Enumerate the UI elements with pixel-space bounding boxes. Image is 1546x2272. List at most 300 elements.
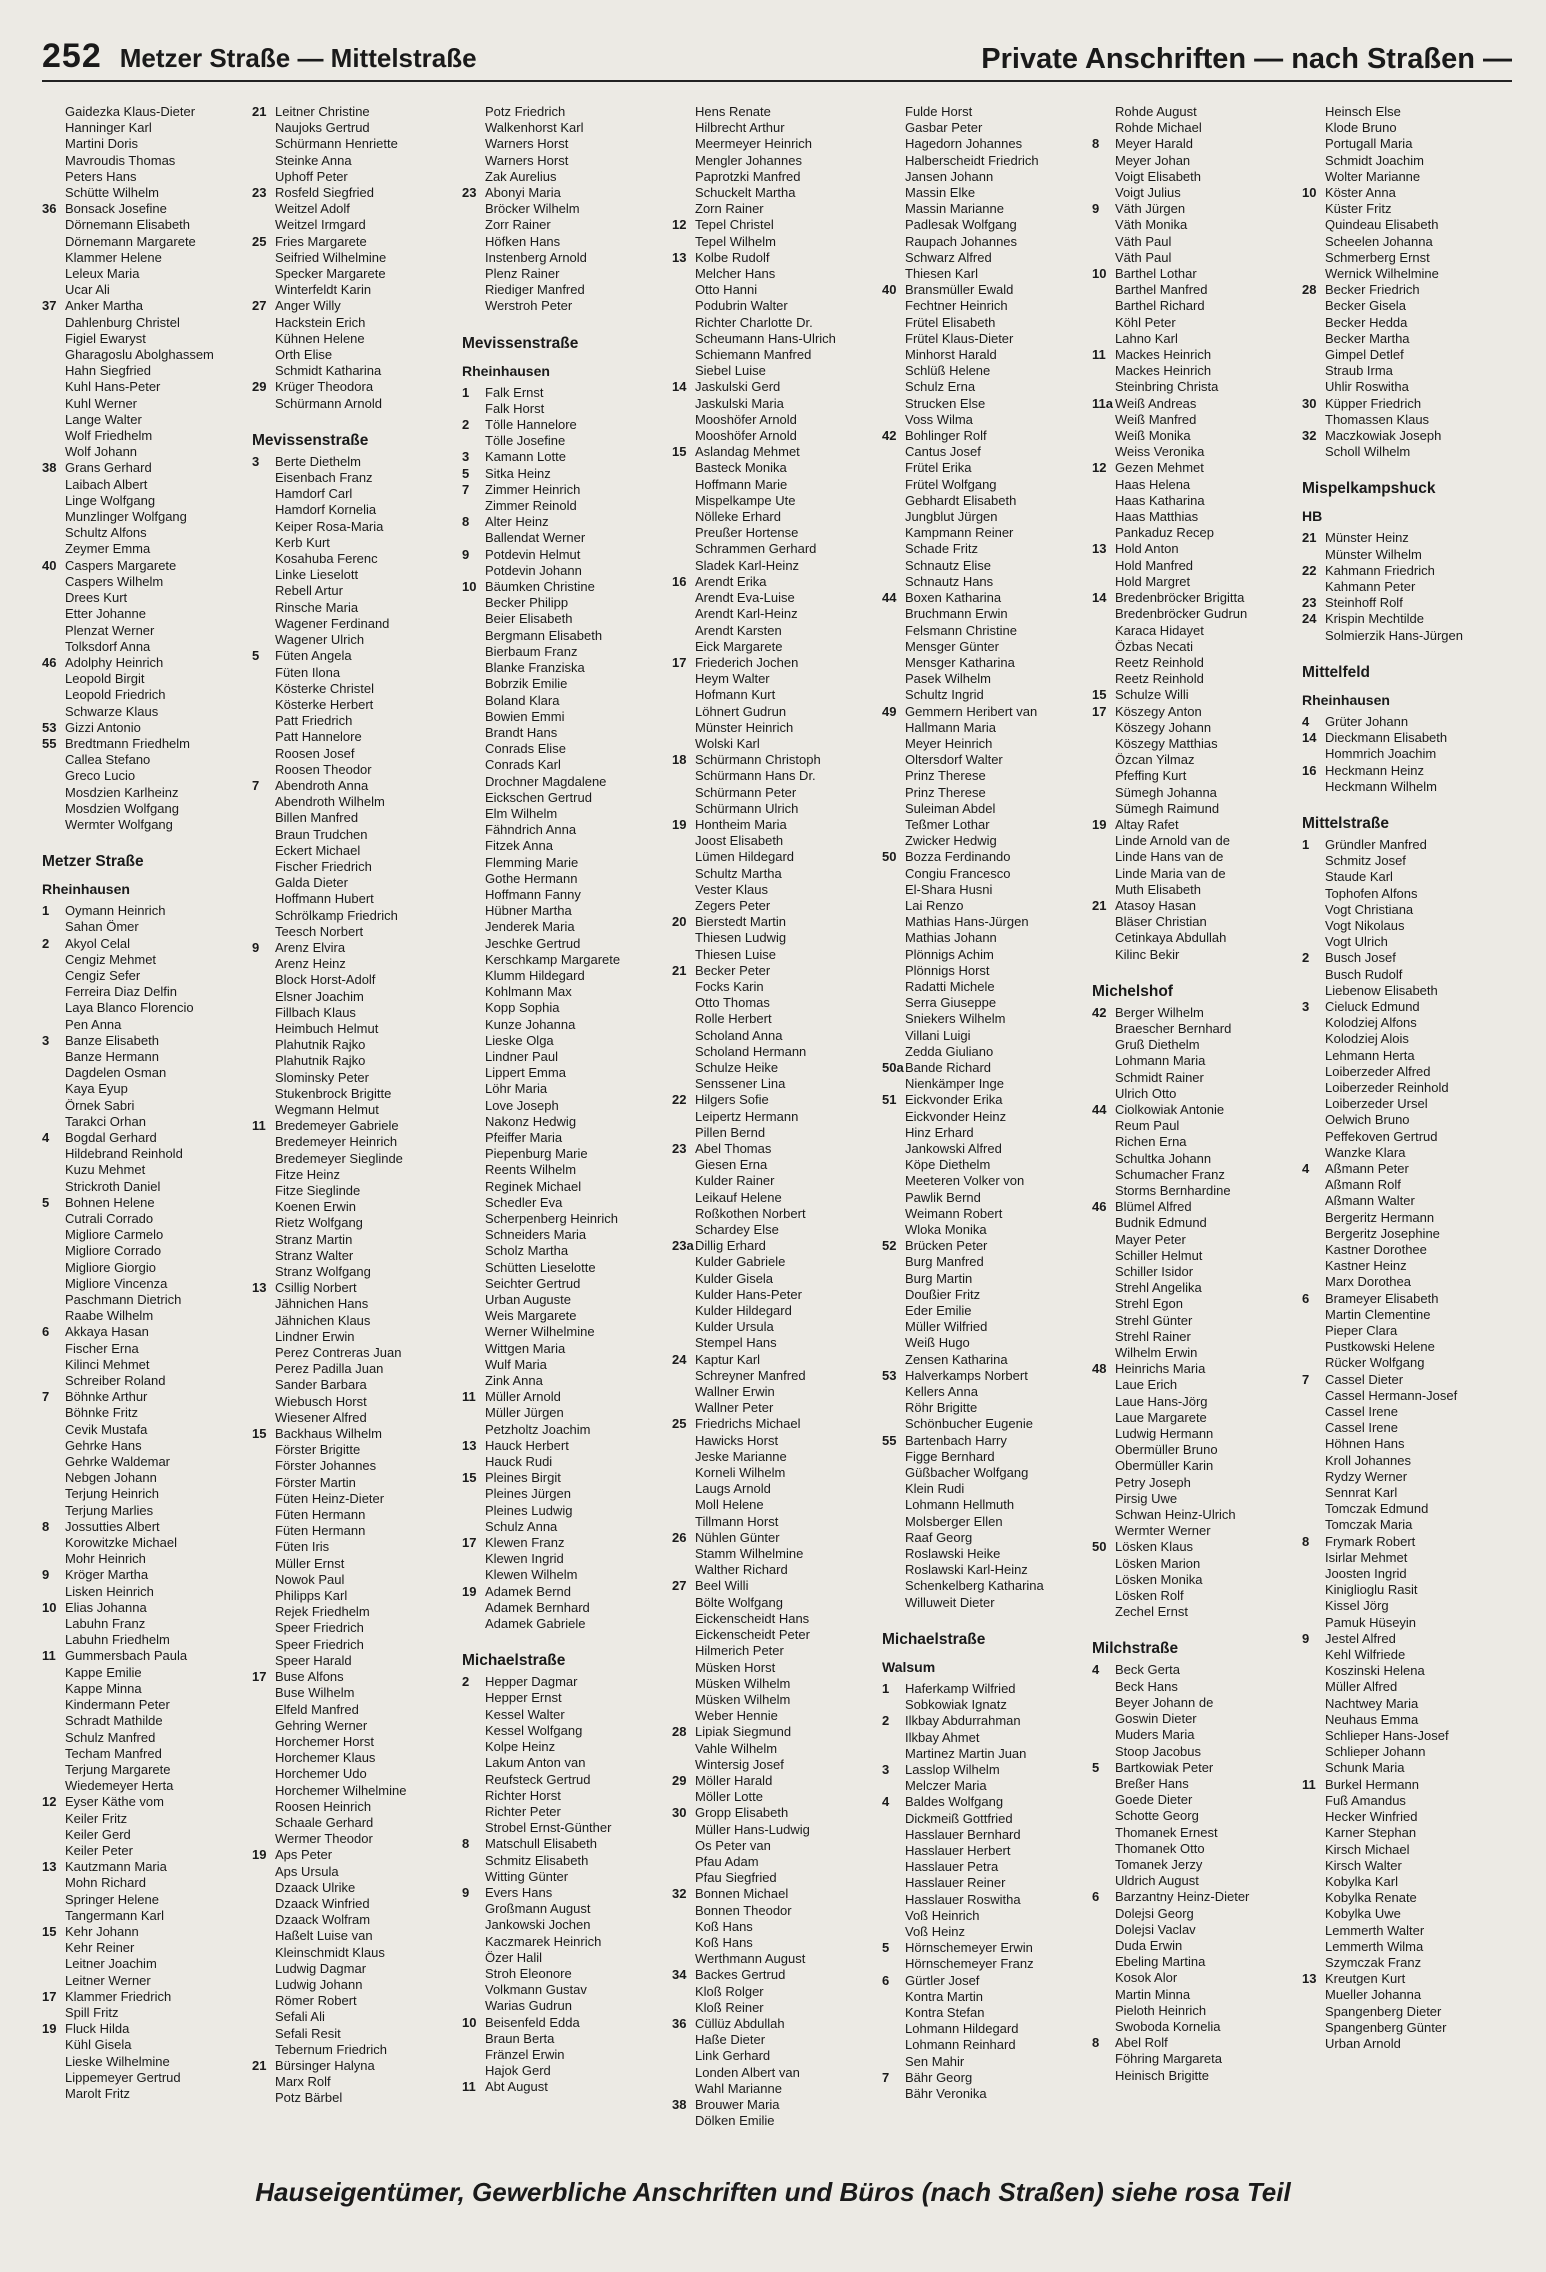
resident-entry: [1092, 1248, 1296, 1264]
resident-name: Kuhl Werner: [65, 395, 138, 411]
resident-name: Richter Charlotte Dr.: [695, 314, 813, 330]
resident-name: Hecker Winfried: [1325, 1809, 1418, 1825]
resident-entry: [882, 849, 1086, 865]
resident-name: Elm Wilhelm: [485, 805, 558, 821]
resident-name: Abel Rolf: [1115, 2035, 1168, 2051]
resident-name: Özcan Yilmaz: [1115, 752, 1195, 768]
resident-entry: [1302, 1258, 1506, 1274]
resident-entry: [672, 379, 876, 395]
resident-name: Urban Auguste: [485, 1292, 572, 1308]
resident-entry: [42, 1081, 246, 1097]
house-number: 23: [1302, 595, 1317, 611]
resident-entry: [882, 1319, 1086, 1335]
resident-name: Lösken Rolf: [1115, 1588, 1184, 1604]
resident-entry: [1092, 914, 1296, 930]
resident-entry: [882, 525, 1086, 541]
resident-entry: [252, 1750, 456, 1766]
resident-name: Dolejsi Georg: [1115, 1905, 1194, 1921]
house-number: 44: [1092, 1101, 1107, 1117]
resident-name: Tomanek Jerzy: [1115, 1856, 1203, 1872]
resident-name: Raupach Johannes: [905, 233, 1018, 249]
resident-entry: [252, 810, 456, 826]
resident-entry: [672, 866, 876, 882]
resident-name: Nowok Paul: [275, 1571, 345, 1587]
resident-name: Dieckmann Elisabeth: [1325, 730, 1448, 746]
resident-name: Kahmann Friedrich: [1325, 562, 1435, 578]
resident-entry: [252, 347, 456, 363]
resident-name: Koenen Erwin: [275, 1199, 356, 1215]
resident-name: Schnautz Elise: [905, 557, 991, 573]
resident-entry: [42, 1373, 246, 1389]
resident-name: Schürmann Arnold: [275, 395, 382, 411]
resident-name: Lai Renzo: [905, 897, 964, 913]
resident-entry: [1302, 201, 1506, 217]
page-number: 252: [42, 37, 102, 75]
resident-name: Migliore Carmelo: [65, 1227, 164, 1243]
resident-name: Kahmann Peter: [1325, 579, 1416, 595]
resident-name: Köhl Peter: [1115, 314, 1176, 330]
resident-entry: [42, 250, 246, 266]
house-number: 10: [1302, 185, 1317, 201]
resident-name: Schürmann Hans Dr.: [695, 768, 816, 784]
resident-entry: [882, 1956, 1086, 1972]
resident-entry: [252, 1345, 456, 1361]
resident-entry: [882, 1681, 1086, 1697]
resident-name: Laue Erich: [1115, 1377, 1178, 1393]
resident-entry: [672, 2048, 876, 2064]
resident-entry: [1092, 1695, 1296, 1711]
resident-name: Rinsche Maria: [275, 599, 359, 615]
resident-entry: [672, 1173, 876, 1189]
resident-entry: [252, 681, 456, 697]
resident-name: Specker Margarete: [275, 266, 386, 282]
resident-entry: [462, 1324, 666, 1340]
resident-name: Hofmann Kurt: [695, 687, 776, 703]
resident-name: Korneli Wilhelm: [695, 1465, 786, 1481]
resident-entry: [42, 2037, 246, 2053]
resident-entry: [882, 2005, 1086, 2021]
resident-entry: [252, 1264, 456, 1280]
resident-entry: [462, 1470, 666, 1486]
resident-name: Uhlir Roswitha: [1325, 379, 1409, 395]
resident-name: Schradt Mathilde: [65, 1713, 163, 1729]
resident-entry: [882, 250, 1086, 266]
resident-name: Speer Friedrich: [275, 1636, 364, 1652]
resident-name: Wulf Maria: [485, 1356, 547, 1372]
resident-entry: [1302, 746, 1506, 762]
resident-entry: [882, 1578, 1086, 1594]
resident-name: Ilkbay Ahmet: [905, 1729, 980, 1745]
house-number: 40: [882, 282, 897, 298]
resident-name: Schulz Erna: [905, 379, 976, 395]
resident-entry: [882, 898, 1086, 914]
page-header: [42, 32, 1512, 82]
resident-entry: [42, 1454, 246, 1470]
resident-name: Paprotzki Manfred: [695, 168, 801, 184]
resident-name: Akyol Celal: [65, 935, 131, 951]
resident-entry: [42, 1130, 246, 1146]
resident-name: Barthel Richard: [1115, 298, 1205, 314]
resident-name: Wegmann Helmut: [275, 1101, 379, 1117]
resident-name: Szymczak Franz: [1325, 1954, 1422, 1970]
resident-entry: [1092, 347, 1296, 363]
resident-name: Ludwig Dagmar: [275, 1960, 367, 1976]
resident-entry: [672, 298, 876, 314]
resident-name: Bredemeyer Sieglinde: [275, 1150, 403, 1166]
resident-entry: [882, 1352, 1086, 1368]
resident-name: Hanninger Karl: [65, 120, 152, 136]
resident-name: Wilhelm Erwin: [1115, 1345, 1198, 1361]
resident-name: Halberscheidt Friedrich: [905, 152, 1039, 168]
resident-name: Dahlenburg Christel: [65, 314, 180, 330]
resident-name: Uphoff Peter: [275, 168, 348, 184]
resident-name: Fitze Sieglinde: [275, 1183, 361, 1198]
resident-name: Hoffmann Fanny: [485, 886, 581, 902]
resident-name: Leleux Maria: [65, 266, 140, 282]
resident-entry: [882, 493, 1086, 509]
resident-name: Mayer Peter: [1115, 1231, 1186, 1247]
resident-name: Voss Wilma: [905, 411, 973, 427]
resident-name: Hallmann Maria: [905, 719, 997, 735]
resident-entry: [1302, 1048, 1506, 1064]
resident-entry: [462, 1869, 666, 1885]
resident-entry: [882, 930, 1086, 946]
house-number: 46: [42, 654, 57, 670]
resident-entry: [462, 595, 666, 611]
resident-entry: [882, 1238, 1086, 1254]
resident-entry: [462, 1243, 666, 1259]
resident-entry: [672, 1368, 876, 1384]
header-left: [42, 37, 477, 80]
resident-entry: [882, 477, 1086, 493]
resident-entry: [882, 963, 1086, 979]
resident-entry: [1302, 902, 1506, 918]
resident-name: Witting Günter: [485, 1868, 569, 1884]
resident-entry: [1092, 1377, 1296, 1393]
resident-name: Frütel Wolfgang: [905, 476, 997, 492]
resident-entry: [882, 1109, 1086, 1125]
resident-entry: [672, 217, 876, 233]
resident-name: Patt Friedrich: [275, 713, 353, 729]
resident-name: Joosten Ingrid: [1325, 1566, 1407, 1582]
resident-entry: [672, 1595, 876, 1611]
resident-name: Kindermann Peter: [65, 1697, 170, 1713]
resident-name: Bonsack Josefine: [65, 201, 167, 217]
resident-name: Schmidt Rainer: [1115, 1069, 1204, 1085]
resident-name: Voigt Elisabeth: [1115, 168, 1202, 184]
resident-entry: [42, 936, 246, 952]
resident-entry: [462, 709, 666, 725]
resident-entry: [42, 558, 246, 574]
resident-entry: [1302, 234, 1506, 250]
resident-name: Baldes Wolfgang: [905, 1794, 1004, 1810]
house-number: 10: [42, 1599, 57, 1615]
resident-entry: [252, 535, 456, 551]
resident-name: Roßkothen Norbert: [695, 1205, 806, 1221]
resident-entry: [672, 509, 876, 525]
resident-entry: [462, 903, 666, 919]
resident-entry: [672, 2081, 876, 2097]
resident-name: Braun Trudchen: [275, 826, 368, 842]
resident-name: Loiberzeder Alfred: [1325, 1063, 1431, 1079]
resident-entry: [252, 583, 456, 599]
resident-entry: [882, 1400, 1086, 1416]
house-number: 21: [252, 104, 267, 119]
resident-name: Koß Hans: [695, 1918, 753, 1934]
house-number: 36: [672, 2015, 687, 2031]
resident-entry: [882, 1843, 1086, 1859]
resident-entry: [252, 1329, 456, 1345]
resident-entry: [882, 234, 1086, 250]
resident-entry: [1302, 1210, 1506, 1226]
resident-entry: [42, 1308, 246, 1324]
resident-name: Schmerberg Ernst: [1325, 249, 1430, 265]
resident-entry: [252, 1880, 456, 1896]
resident-entry: [1302, 298, 1506, 314]
resident-entry: [42, 2005, 246, 2021]
resident-entry: [1092, 1199, 1296, 1215]
house-number: 7: [462, 481, 470, 497]
house-number: 22: [672, 1092, 687, 1108]
resident-entry: [672, 1643, 876, 1659]
resident-entry: [462, 234, 666, 250]
resident-name: Füten Hermann: [275, 1507, 366, 1523]
resident-name: Hagedorn Johannes: [905, 136, 1023, 152]
resident-entry: [1092, 363, 1296, 379]
resident-entry: [1302, 1809, 1506, 1825]
resident-name: Kontra Stefan: [905, 2004, 985, 2020]
resident-name: Dörnemann Margarete: [65, 233, 196, 249]
resident-name: Kiniglioglu Rasit: [1325, 1582, 1418, 1598]
resident-entry: [462, 887, 666, 903]
resident-entry: [672, 882, 876, 898]
resident-name: Walkenhorst Karl: [485, 120, 584, 136]
resident-name: Berger Wilhelm: [1115, 1004, 1204, 1020]
resident-entry: [252, 1296, 456, 1312]
resident-entry: [672, 1141, 876, 1157]
house-number: 17: [672, 654, 687, 670]
resident-entry: [462, 741, 666, 757]
resident-entry: [252, 1102, 456, 1118]
resident-entry: [252, 632, 456, 648]
resident-entry: [42, 153, 246, 169]
resident-entry: [42, 919, 246, 935]
resident-name: Sen Mahir: [905, 2053, 965, 2069]
resident-name: Schotte Georg: [1115, 1808, 1199, 1824]
resident-entry: [42, 185, 246, 201]
resident-entry: [462, 919, 666, 935]
resident-name: Stoop Jacobus: [1115, 1743, 1202, 1759]
resident-entry: [1302, 379, 1506, 395]
resident-name: Sladek Karl-Heinz: [695, 557, 800, 573]
directory-column: [462, 104, 672, 2154]
resident-entry: [462, 433, 666, 449]
resident-name: Matschull Elisabeth: [485, 1836, 597, 1852]
resident-entry: [42, 752, 246, 768]
resident-name: Strehl Günter: [1115, 1312, 1193, 1328]
house-number: 38: [42, 460, 57, 476]
resident-name: Hilgers Sofie: [695, 1092, 769, 1108]
house-number: 24: [1302, 611, 1317, 627]
resident-entry: [252, 908, 456, 924]
resident-entry: [1302, 1031, 1506, 1047]
house-number: 21: [672, 962, 687, 978]
resident-name: Wiedemeyer Herta: [65, 1778, 174, 1794]
resident-entry: [1092, 1442, 1296, 1458]
resident-name: Krispin Mechtilde: [1325, 611, 1424, 627]
house-number: 3: [252, 453, 260, 469]
resident-entry: [42, 984, 246, 1000]
resident-name: Terjung Heinrich: [65, 1486, 159, 1502]
resident-entry: [1302, 1631, 1506, 1647]
resident-name: Hübner Martha: [485, 903, 572, 919]
resident-name: Kreutgen Kurt: [1325, 1971, 1406, 1987]
resident-name: Plahutnik Rajko: [275, 1037, 366, 1053]
house-number: 9: [252, 939, 260, 955]
resident-entry: [252, 924, 456, 940]
directory-column: [1092, 104, 1302, 2154]
resident-name: Pleines Jürgen: [485, 1486, 571, 1502]
resident-name: Plönnigs Achim: [905, 946, 994, 962]
resident-entry: [1302, 1566, 1506, 1582]
resident-entry: [672, 428, 876, 444]
resident-entry: [252, 1183, 456, 1199]
resident-entry: [672, 331, 876, 347]
resident-entry: [462, 1755, 666, 1771]
resident-entry: [672, 1805, 876, 1821]
resident-name: Jankowski Alfred: [905, 1141, 1002, 1156]
resident-name: Brücken Peter: [905, 1238, 988, 1254]
resident-name: Bröcker Wilhelm: [485, 201, 580, 217]
resident-entry: [1302, 1842, 1506, 1858]
resident-entry: [462, 628, 666, 644]
resident-entry: [252, 2090, 456, 2106]
resident-entry: [462, 1211, 666, 1227]
resident-name: Roslawski Heike: [905, 1546, 1001, 1562]
resident-name: Kulder Hildegard: [695, 1303, 792, 1319]
house-number: 21: [1092, 897, 1107, 913]
resident-entry: [1092, 1345, 1296, 1361]
resident-name: Nienkämper Inge: [905, 1076, 1004, 1092]
resident-entry: [462, 1723, 666, 1739]
resident-entry: [252, 567, 456, 583]
resident-entry: [1092, 1873, 1296, 1889]
house-number: 23: [252, 185, 267, 201]
resident-name: Schulze Willi: [1115, 687, 1189, 703]
resident-name: Kloß Rolger: [695, 1983, 764, 1999]
resident-name: Gehrke Waldemar: [65, 1454, 170, 1470]
resident-name: Lösken Klaus: [1115, 1539, 1194, 1555]
resident-name: Arendt Karl-Heinz: [695, 606, 798, 622]
resident-name: Solmierzik Hans-Jürgen: [1325, 627, 1463, 643]
resident-name: Ilkbay Abdurrahman: [905, 1713, 1021, 1729]
resident-entry: [42, 1616, 246, 1632]
resident-entry: [252, 843, 456, 859]
resident-entry: [882, 460, 1086, 476]
resident-name: Wiesener Alfred: [275, 1409, 367, 1425]
resident-entry: [1092, 136, 1296, 152]
resident-name: Klewen Ingrid: [485, 1551, 564, 1567]
resident-name: Müller Ernst: [275, 1555, 345, 1571]
resident-name: Kampmann Reiner: [905, 525, 1014, 541]
resident-entry: [1092, 1475, 1296, 1491]
house-number: 1: [42, 903, 50, 919]
resident-entry: [1092, 1118, 1296, 1134]
resident-name: Förster Brigitte: [275, 1442, 361, 1458]
resident-entry: [1302, 1679, 1506, 1695]
resident-name: Link Gerhard: [695, 2048, 771, 2064]
resident-name: Richter Horst: [485, 1787, 561, 1803]
house-number: 17: [252, 1669, 267, 1685]
resident-name: Schnautz Hans: [905, 573, 994, 589]
resident-name: Pieloth Heinrich: [1115, 2002, 1207, 2018]
resident-name: Hepper Dagmar: [485, 1674, 578, 1690]
resident-name: Marolt Fritz: [65, 2085, 130, 2101]
resident-entry: [1302, 1339, 1506, 1355]
resident-name: Radatti Michele: [905, 978, 995, 994]
resident-name: Callea Stefano: [65, 752, 151, 768]
resident-entry: [1092, 801, 1296, 817]
resident-entry: [42, 1600, 246, 1616]
resident-entry: [252, 989, 456, 1005]
house-number: 38: [672, 2096, 687, 2112]
resident-entry: [42, 1162, 246, 1178]
house-number: 2: [1302, 950, 1310, 966]
resident-entry: [1092, 1808, 1296, 1824]
resident-name: Pleines Birgit: [485, 1470, 561, 1486]
resident-entry: [672, 849, 876, 865]
resident-name: Thiesen Ludwig: [695, 930, 787, 946]
resident-name: Cengiz Mehmet: [65, 951, 157, 967]
resident-name: Hauck Rudi: [485, 1454, 553, 1470]
resident-entry: [462, 822, 666, 838]
resident-name: Kunze Johanna: [485, 1016, 576, 1032]
house-number: 48: [1092, 1361, 1107, 1377]
resident-name: Linke Lieselott: [275, 567, 359, 583]
resident-entry: [42, 639, 246, 655]
resident-entry: [462, 417, 666, 433]
resident-entry: [882, 687, 1086, 703]
resident-name: Kolbe Rudolf: [695, 249, 770, 265]
resident-name: Speer Friedrich: [275, 1620, 364, 1636]
resident-entry: [42, 817, 246, 833]
house-number: 19: [672, 816, 687, 832]
resident-entry: [252, 600, 456, 616]
resident-name: Cetinkaya Abdullah: [1115, 930, 1227, 946]
resident-name: Kosok Alor: [1115, 1970, 1178, 1986]
resident-entry: [672, 2097, 876, 2113]
resident-name: Strehl Angelika: [1115, 1280, 1202, 1296]
resident-entry: [672, 1044, 876, 1060]
resident-entry: [252, 762, 456, 778]
resident-name: Bowien Emmi: [485, 708, 565, 724]
resident-name: Martin Clementine: [1325, 1306, 1431, 1322]
resident-name: Kühl Gisela: [65, 2037, 132, 2053]
resident-name: Migliore Corrado: [65, 1243, 162, 1259]
resident-name: Halverkamps Norbert: [905, 1367, 1028, 1383]
resident-name: Roosen Theodor: [275, 761, 372, 777]
resident-entry: [1302, 1793, 1506, 1809]
house-number: 42: [882, 428, 897, 444]
resident-entry: [462, 482, 666, 498]
resident-name: Kerb Kurt: [275, 534, 330, 550]
resident-entry: [42, 655, 246, 671]
resident-entry: [882, 1222, 1086, 1238]
house-number: 21: [252, 2057, 267, 2073]
resident-name: Tarakci Orhan: [65, 1113, 146, 1129]
resident-entry: [42, 968, 246, 984]
resident-name: Mavroudis Thomas: [65, 152, 176, 168]
